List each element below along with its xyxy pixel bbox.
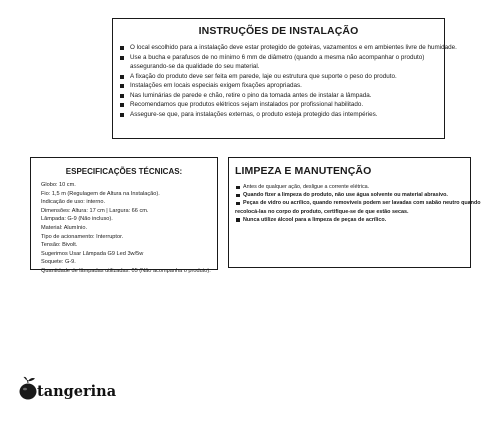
spec-line: Fio: 1,5 m (Regulagem de Altura na Instalação). — [41, 190, 160, 197]
bullet-icon — [236, 218, 240, 222]
list-item: Quando fizer a limpeza do produto, não use água solvente ou material abrasivo. — [235, 191, 469, 199]
spec-line: Indicação de uso: interno. — [41, 199, 106, 206]
tangerine-fruit-icon — [18, 376, 38, 402]
brand-name: tangerina — [37, 383, 117, 400]
spec-line: Lâmpada: G-9 (Não incluso). — [41, 216, 113, 223]
bullet-icon — [120, 84, 124, 88]
list-item: Recomendamos que produtos elétricos sejam instalados por profissional habilitado. — [119, 100, 441, 110]
cleaning-title: LIMPEZA E MANUTENÇÃO — [235, 165, 372, 177]
list-item: A fixação do produto deve ser feita em parede, laje ou estrutura que suporte o peso do produto. — [119, 72, 441, 82]
bullet-icon — [120, 46, 124, 50]
spec-line: Tipo de acionamento: Interruptor. — [41, 233, 124, 240]
bullet-icon — [236, 194, 240, 198]
list-item: Use a bucha e parafusos de no mínimo 6 mm de diâmetro (quando a mesma não acompanhar o produto) — [119, 53, 441, 63]
bullet-icon — [236, 186, 240, 190]
specs-list — [41, 181, 217, 276]
list-item-continuation: recolocá-las no corpo do produto, certifique-se de que estão secas. — [235, 208, 409, 215]
technical-specs-box — [30, 157, 218, 274]
bullet-icon — [120, 56, 124, 60]
spec-line: Globo: 10 cm. — [41, 182, 76, 188]
cleaning-list — [235, 183, 481, 224]
bullet-icon — [120, 103, 124, 107]
installation-list — [119, 43, 457, 119]
list-item: Nunca utilize álcool para a limpeza de peças de acrílico. — [235, 216, 469, 224]
spec-line: Material: Alumínio. — [41, 224, 88, 231]
installation-title: INSTRUÇÕES DE INSTALAÇÃO — [198, 25, 359, 37]
spec-line: Dimensões: Altura: 17 cm | Largura: 66 cm. — [41, 207, 149, 214]
cleaning-maintenance-box — [228, 157, 481, 268]
list-item: Peças de vidro ou acrílico, quando removíveis podem ser lavadas com sabão neutro quando — [235, 199, 469, 207]
installation-instructions-box — [112, 18, 457, 139]
specs-title: ESPECIFICAÇÕES TÉCNICAS: — [65, 167, 183, 176]
bullet-icon — [120, 113, 124, 117]
brand-logo — [18, 376, 138, 402]
spec-line: Sugerimos Usar Lâmpada G9 Led 3w/5w — [41, 250, 144, 257]
list-item: Antes de qualquer ação, desligue a corrente elétrica. — [235, 183, 469, 191]
list-item: Nas luminárias de parede e chão, retire o pino da tomada antes de instalar a lâmpada. — [119, 91, 441, 101]
list-item-continuation: assegurando-se da qualidade do seu material. — [130, 63, 260, 70]
bullet-icon — [120, 75, 124, 79]
spec-line: Quantidade de lâmpadas utilizadas: 05 (Não acompanha o produto). — [41, 267, 211, 274]
list-item: Instalações em locais especiais exigem fixações apropriadas. — [119, 81, 441, 91]
list-item: Assegure-se que, para instalações externas, o produto esteja protegido das intempéries. — [119, 110, 441, 120]
bullet-icon — [120, 94, 124, 98]
bullet-icon — [236, 202, 240, 206]
list-item: O local escolhido para a instalação deve estar protegido de goteiras, vazamentos e em ambientes livre de humidade. — [119, 43, 441, 53]
spec-line: Soquete: G-9. — [41, 259, 76, 266]
spec-line: Tensão: Bivolt. — [41, 242, 78, 249]
